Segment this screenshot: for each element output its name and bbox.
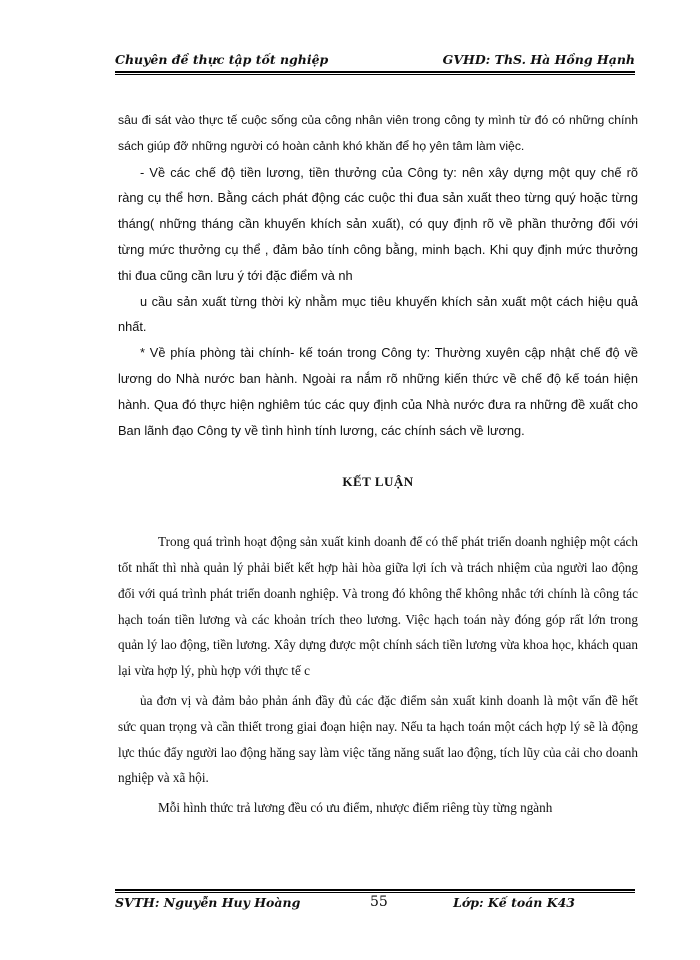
paragraph-5: Trong quá trình hoạt động sản xuất kinh doanh để có thể phát triển doanh nghiệp một cách tốt nhất thì nhà quản lý phải biết kết hợp hài hòa giữa lợi ích và trách nhiệm của người lao động đối với quá trình phát triển doanh nghiệp. Và trong đó không thể không nhắc tới chính là công tác hạch toán tiền lương và các khoản trích theo lương. Việc hạch toán này đóng góp rất lớn trong quản lý lao động, tiền lương. Xây dựng được một chính sách tiền lương vừa khoa học, khách quan lại vừa hợp lý, phù hợp với thực tế c [118,534,638,679]
page-footer [115,895,635,915]
footer-rule [115,889,635,893]
footer-author: SVTH: Nguyễn Huy Hoàng [115,895,301,910]
paragraph-1: sâu đi sát vào thực tế cuộc sống của công nhân viên trong công ty mình từ đó có những chính sách giúp đỡ những người có hoàn cảnh khó khăn để họ yên tâm làm việc. [118,113,638,153]
paragraph-6: ủa đơn vị và đảm bảo phản ánh đầy đủ các đặc điểm sản xuất kinh doanh là một vấn đề hết sức quan trọng và cần thiết trong giai đoạn hiện nay. Nếu ta hạch toán một cách hợp lý sẽ là động lực thúc đẩy người lao động hăng say làm việc tăng năng suất lao động, tích lũy của cải cho doanh nghiệp và xã hội. [118,692,638,786]
header-right-text: GVHD: ThS. Hà Hồng Hạnh [442,52,635,67]
paragraph-4: * Về phía phòng tài chính- kế toán trong Công ty: Thường xuyên cập nhật chế độ về lương do Nhà nước ban hành. Ngoài ra nắm rõ những kiến thức về chế độ kế toán hiện hành. Qua đó thực hiện nghiêm túc các quy định của Nhà nước đưa ra những đề xuất cho Ban lãnh đạo Công ty về tình hình tính lương, các chính sách về lương. [118,345,638,438]
paragraph-2: - Về các chế độ tiền lương, tiền thưởng của Công ty: nên xây dựng một quy chế rõ ràng cụ thể hơn. Bằng cách phát động các cuộc thi đua sản xuất theo từng quý hoặc từng tháng( những tháng cần khuyến khích sản xuất), có quy định rõ về phần thưởng đối với từng mức thưởng cụ thể , đảm bảo tính công bằng, minh bạch. Khi quy định mức thưởng thi đua cũng cần lưu ý tới đặc điểm và nh [118,164,638,283]
header-left-text: Chuyên đề thực tập tốt nghiệp [115,52,329,67]
header-rule [115,71,635,75]
section-title: KẾT LUẬN [342,474,414,490]
paragraph-7: Mỗi hình thức trả lương đều có ưu điểm, nhược điểm riêng tùy từng ngành [158,800,553,816]
page-header [115,52,635,72]
paragraph-3: u cầu sản xuất từng thời kỳ nhằm mục tiêu khuyến khích sản xuất một cách hiệu quả nhất. [118,293,638,335]
page-number: 55 [370,894,388,910]
footer-class: Lớp: Kế toán K43 [453,895,575,910]
document-body [118,108,638,821]
